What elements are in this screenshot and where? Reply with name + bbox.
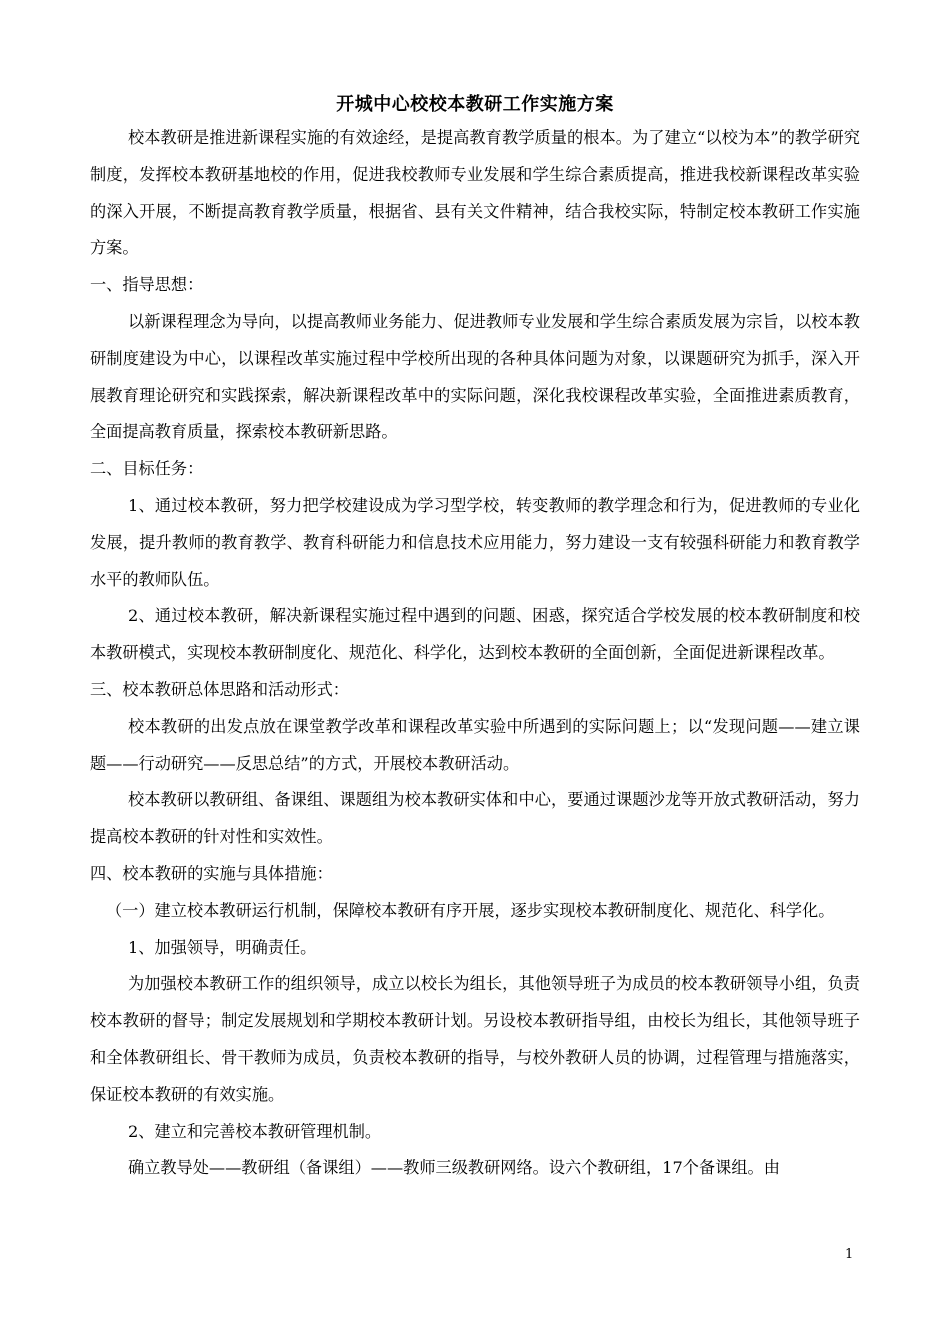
guiding-ideology-paragraph: 以新课程理念为导向，以提高教师业务能力、促进教师专业发展和学生综合素质发展为宗旨，以校本教研制度建设为中心，以课程改革实施过程中学校所出现的各种具体问题为对象，以课题研究为抓手，深入开展教育理论研究和实践探索，解决新课程改革中的实际问题，深化我校课程改革实验，全面推进素质教育，全面提高教育质量，探索校本教研新思路。 (90, 311, 860, 442)
overall-approach-paragraph-1: 校本教研的出发点放在课堂教学改革和课程改革实验中所遇到的实际问题上；以“发现问题——建立课题——行动研究——反思总结”的方式，开展校本教研活动。 (90, 716, 860, 773)
page-number: 1 (845, 1247, 854, 1262)
goal-item-2: 2、通过校本教研，解决新课程实施过程中遇到的问题、困惑，探究适合学校发展的校本教研制度和校本教研模式，实现校本教研制度化、规范化、科学化，达到校本教研的全面创新，全面促进新课程改革。 (90, 606, 860, 663)
goal-item-1: 1、通过校本教研，努力把学校建设成为学习型学校，转变教师的教学理念和行为，促进教师的专业化发展，提升教师的教育教学、教育科研能力和信息技术应用能力，努力建设一支有较强科研能力和教育教学水平的教师队伍。 (90, 495, 860, 589)
implementation-item-1-paragraph: 为加强校本教研工作的组织领导，成立以校长为组长，其他领导班子为成员的校本教研领导小组，负责校本教研的督导；制定发展规划和学期校本教研计划。另设校本教研指导组，由校长为组长，其他领导班子和全体教研组长、骨干教师为成员，负责校本教研的指导，与校外教研人员的协调，过程管理与措施落实，保证校本教研的有效实施。 (90, 974, 860, 1104)
section-heading-overall-approach: 三、校本教研总体思路和活动形式： (90, 679, 349, 699)
section-heading-implementation: 四、校本教研的实施与具体措施： (90, 863, 333, 883)
intro-paragraph: 校本教研是推进新课程实施的有效途经，是提高教育教学质量的根本。为了建立“以校为本”的教学研究制度，发挥校本教研基地校的作用，促进我校教师专业发展和学生综合素质提高，推进我校新课程改革实验的深入开展，不断提高教育教学质量，根据省、县有关文件精神，结合我校实际，特制定校本教研工作实施方案。 (90, 128, 860, 258)
implementation-subsection-1: （一）建立校本教研运行机制，保障校本教研有序开展，逐步实现校本教研制度化、规范化、科学化。 (106, 900, 835, 920)
section-heading-goals: 二、目标任务： (90, 459, 204, 479)
implementation-item-1-heading: 1、加强领导，明确责任。 (128, 937, 317, 957)
implementation-item-2-paragraph: 确立教导处——教研组（备课组）——教师三级教研网络。设六个教研组，17个备课组。由 (128, 1158, 780, 1178)
section-heading-guiding-ideology: 一、指导思想： (90, 275, 204, 295)
document-title: 开城中心校校本教研工作实施方案 (336, 94, 614, 115)
document-body (90, 90, 860, 1187)
implementation-item-2-heading: 2、建立和完善校本教研管理机制。 (128, 1121, 382, 1141)
overall-approach-paragraph-2: 校本教研以教研组、备课组、课题组为校本教研实体和中心，要通过课题沙龙等开放式教研活动，努力提高校本教研的针对性和实效性。 (90, 790, 860, 847)
